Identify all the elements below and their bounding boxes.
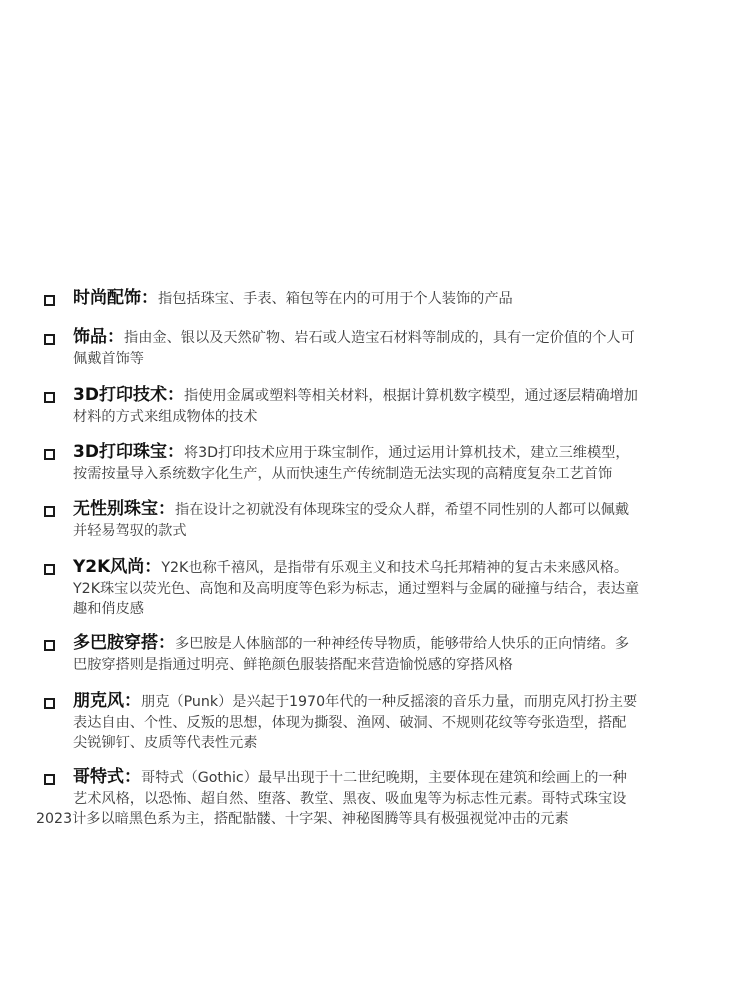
entry-line <box>73 327 635 348</box>
entry-line-continued: 材料的方式来组成物体的技术 <box>73 409 258 425</box>
entry-description: 指使用金属或塑料等相关材料，根据计算机数字模型，通过逐层精确增加 <box>183 388 638 404</box>
entry-description: 哥特式（Gothic）最早出现于十二世纪晚期，主要体现在建筑和绘画上的一种 <box>141 770 627 786</box>
entry-line <box>73 499 629 520</box>
entry-line-continued: 巴胺穿搭则是指通过明亮、鲜艳颜色服装搭配来营造愉悦感的穿搭风格 <box>73 657 513 673</box>
entry-line-continued: 尖锐铆钉、皮质等代表性元素 <box>73 735 258 751</box>
entry-description: 多巴胺是人体脑部的一种神经传导物质，能够带给人快乐的正向情绪。多 <box>175 636 630 652</box>
checkbox-icon <box>44 295 55 306</box>
year-overlay: 2023 <box>36 811 73 827</box>
entry-line <box>73 385 638 406</box>
entry-term: 多巴胺穿搭： <box>73 633 175 653</box>
entry-line-continued: 按需按量导入系统数字化生产，从而快速生产传统制造无法实现的高精度复杂工艺首饰 <box>73 466 613 482</box>
entry-term: 饰品： <box>73 327 124 347</box>
entry-line <box>73 633 629 654</box>
entry-description: 指在设计之初就没有体现珠宝的受众人群，希望不同性别的人都可以佩戴 <box>175 502 630 518</box>
checkbox-icon <box>44 640 55 651</box>
entry-description: 将3D打印技术应用于珠宝制作，通过运用计算机技术，建立三维模型， <box>183 445 630 461</box>
entry-term: 3D打印技术： <box>73 385 184 405</box>
entry-line <box>73 691 637 712</box>
entry-term: 哥特式： <box>73 767 141 787</box>
entry-description: 指包括珠宝、手表、箱包等在内的可用于个人装饰的产品 <box>158 291 513 307</box>
entry-term: 3D打印珠宝： <box>73 442 184 462</box>
entry-line-continued: 并轻易驾驭的款式 <box>73 523 187 539</box>
entry-line-continued: 表达自由、个性、反叛的思想，体现为撕裂、渔网、破洞、不规则花纹等夸张造型，搭配 <box>73 715 627 731</box>
entry-line <box>73 442 630 463</box>
checkbox-icon <box>44 449 55 460</box>
entry-description: 朋克（Punk）是兴起于1970年代的一种反摇滚的音乐力量，而朋克风打扮主要 <box>141 694 638 710</box>
entry-line-continued: Y2K珠宝以荧光色、高饱和及高明度等色彩为标志，通过塑料与金属的碰撞与结合，表达童 <box>73 581 640 597</box>
checkbox-icon <box>44 698 55 709</box>
entry-description-tail: 计多以暗黑色系为主，搭配骷髅、十字架、神秘图腾等具有极强视觉冲击的元素 <box>72 811 569 827</box>
entry-line <box>73 557 628 578</box>
entry-term: 无性别珠宝： <box>73 499 175 519</box>
checkbox-icon <box>44 564 55 575</box>
entry-description: 指由金、银以及天然矿物、岩石或人造宝石材料等制成的，具有一定价值的个人可 <box>124 330 635 346</box>
checkbox-icon <box>44 774 55 785</box>
entry-line-continued <box>36 809 569 829</box>
entry-line <box>73 767 627 788</box>
checkbox-icon <box>44 506 55 517</box>
checkbox-icon <box>44 334 55 345</box>
entry-line-continued: 艺术风格，以恐怖、超自然、堕落、教堂、黑夜、吸血鬼等为标志性元素。哥特式珠宝设 <box>73 791 627 807</box>
entry-line-continued: 佩戴首饰等 <box>73 351 144 367</box>
checkbox-icon <box>44 392 55 403</box>
entry-line-continued: 趣和俏皮感 <box>73 601 144 617</box>
entry-term: Y2K风尚： <box>73 557 162 577</box>
entry-description: Y2K也称千禧风，是指带有乐观主义和技术乌托邦精神的复古未来感风格。 <box>161 560 629 576</box>
entry-line <box>73 288 513 309</box>
entry-term: 时尚配饰： <box>73 288 158 308</box>
entry-term: 朋克风： <box>73 691 141 711</box>
